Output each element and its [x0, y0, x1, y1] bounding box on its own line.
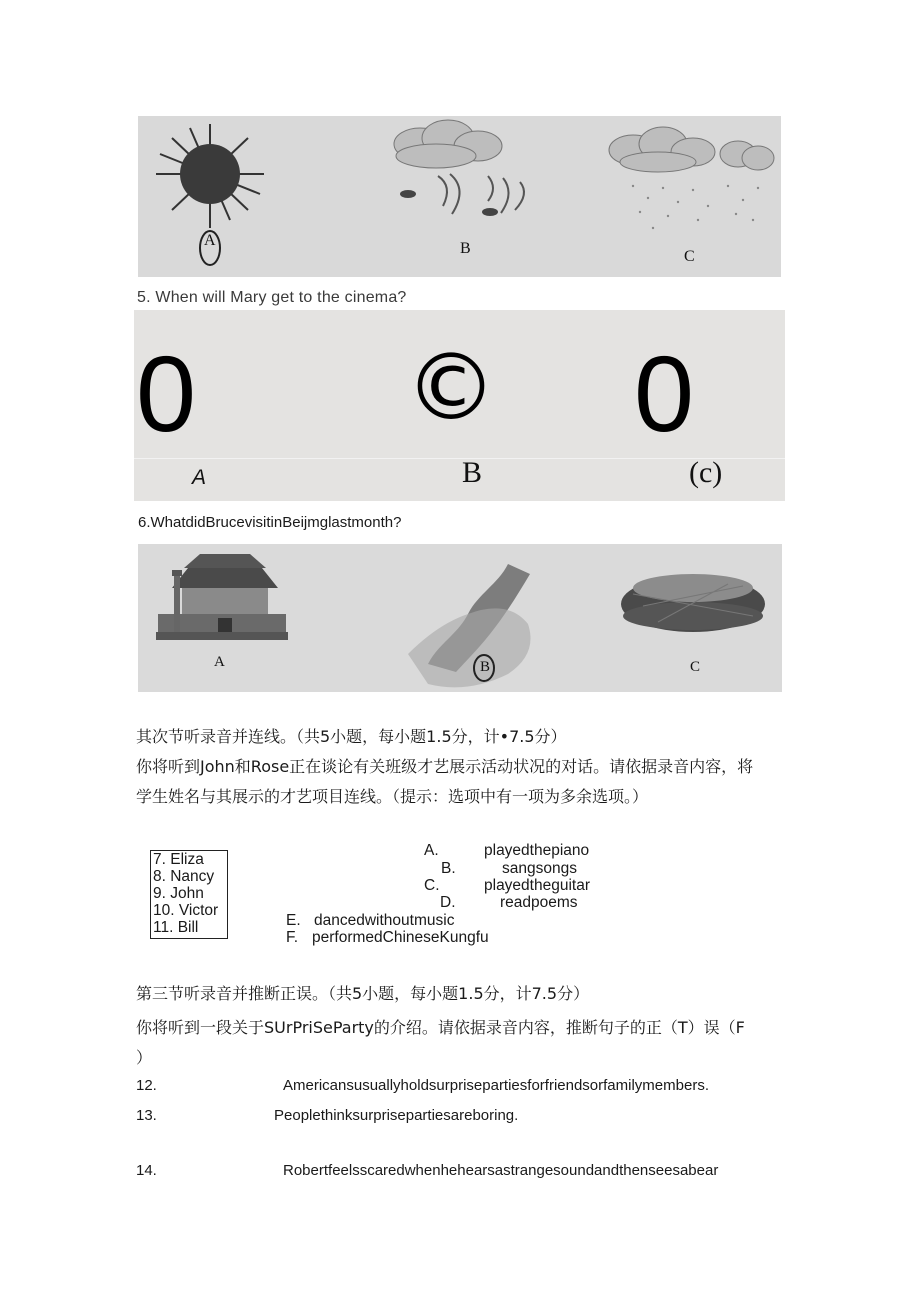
section-2-instruction-line2: 学生姓名与其展示的才艺项目连线。（提示：选项中有一项为多余选项。）	[136, 787, 649, 806]
student-names-box	[150, 850, 228, 939]
wind-icon	[438, 174, 524, 214]
student-name: 9. John	[153, 885, 204, 902]
item-number: 12.	[136, 1077, 157, 1094]
student-name: 11. Bill	[153, 919, 199, 936]
great-wall-icon	[408, 564, 531, 687]
option-c-label: (c)	[689, 456, 723, 489]
picture1-label-a: A	[204, 232, 216, 249]
section-3-heading: 第三节听录音并推断正误。（共5小题，每小题1.5分，计7.5分）	[136, 984, 590, 1003]
true-false-statement: Americansusuallyholdsurprisepartiesforfriendsorfamilymembers.	[283, 1077, 709, 1094]
option-letter: F.	[286, 929, 299, 946]
student-name: 7. Eliza	[153, 851, 204, 868]
birds-nest-icon	[621, 574, 765, 632]
option-letter: A.	[424, 842, 439, 859]
student-name: 8. Nancy	[153, 868, 215, 885]
talent-option: sangsongs	[502, 860, 577, 877]
option-b-label: B	[462, 456, 483, 489]
section-3-instruction-line2: ）	[136, 1048, 153, 1067]
true-false-statement: Robertfeelsscaredwhenhehearsastrangesoundandthenseesabear	[283, 1162, 719, 1179]
section-2-heading: 其次节听录音并连线。（共5小题，每小题1.5分，计•7.5分）	[136, 727, 567, 746]
picture3-label-b: B	[480, 659, 491, 675]
section-3-instruction-line1: 你将听到一段关于SUrPriSeParty的介绍。请依据录音内容，推断句子的正（T）误（F	[136, 1018, 745, 1037]
rain-cloud-icon	[609, 127, 774, 172]
option-b-glyph: ©	[405, 334, 497, 441]
talent-option: playedtheguitar	[484, 877, 590, 894]
true-false-statement: Peoplethinksurprisepartiesareboring.	[274, 1107, 519, 1124]
beijing-landmarks-picture	[138, 544, 782, 692]
item-number: 14.	[136, 1162, 157, 1179]
option-letter: E.	[286, 912, 301, 929]
picture3-label-a: A	[214, 654, 225, 670]
rain-icon	[632, 185, 759, 229]
weather-picture	[138, 116, 781, 277]
talent-option: dancedwithoutmusic	[314, 912, 455, 929]
tiananmen-icon	[156, 554, 288, 640]
option-letter: B.	[441, 860, 456, 877]
option-letter: D.	[440, 894, 456, 911]
cloud-icon	[394, 120, 502, 168]
picture3-label-c: C	[690, 659, 701, 675]
talent-option: readpoems	[500, 894, 578, 911]
option-c-glyph: 0	[634, 333, 695, 454]
student-name: 10. Victor	[153, 902, 219, 919]
question-5-options-panel	[134, 310, 785, 501]
question-5: 5. When will Mary get to the cinema?	[137, 289, 407, 306]
item-number: 13.	[136, 1107, 157, 1124]
picture1-label-c: C	[684, 248, 695, 265]
section-2-instruction-line1: 你将听到John和Rose正在谈论有关班级才艺展示活动状况的对话。请依据录音内容，将	[136, 757, 754, 776]
question-6: 6.WhatdidBrucevisitinBeijmglastmonth?	[138, 514, 402, 531]
option-a-label: A	[192, 466, 207, 489]
option-a-glyph: 0	[136, 333, 197, 454]
talent-option: playedthepiano	[484, 842, 590, 859]
picture1-label-b: B	[460, 240, 471, 257]
talent-option: performedChineseKungfu	[312, 929, 489, 946]
option-letter: C.	[424, 877, 440, 894]
